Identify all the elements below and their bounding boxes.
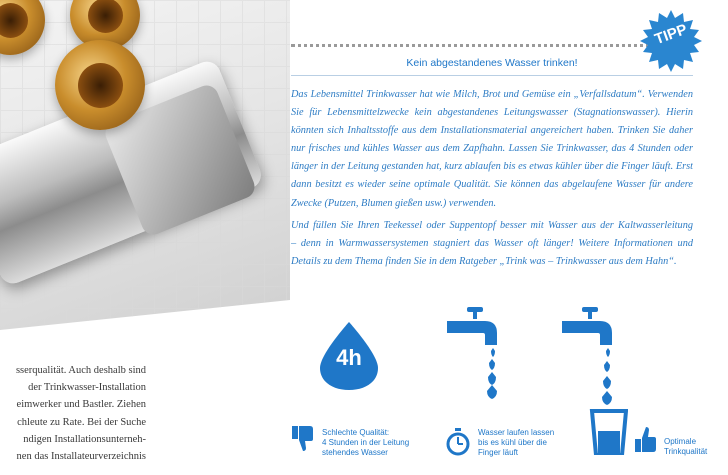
paragraph-line: könnten sich Inhaltsstoffe aus dem Installationsmaterial angereichert haben. Trinken Sie daher [291,125,693,137]
caption-good-quality [664,437,707,457]
caption-run-water [478,428,554,458]
paragraph-line: Sie für Lebensmittelzwecke kein abgestandenes Leitungswasser (Stagnationswasser). Hierin [291,107,693,119]
text-line: eimwerker und Bastler. Ziehen [16,399,146,411]
text-line: sserqualität. Auch deshalb sind [15,365,146,376]
caption-line: Wasser laufen lassen [478,428,555,437]
dotted-divider [291,44,693,47]
paragraph-line: Und füllen Sie Ihren Teekessel oder Suppentopf besser mit Wasser aus der Kaltwasserleitung [291,220,693,231]
tap-icon [445,305,505,400]
caption-line: bis es kühl über die [478,438,547,447]
text-line: der Trinkwasser-Installation [28,382,146,394]
brass-fitting-image [55,40,145,130]
text-line: chleute zu Rate. Bei der Suche [17,416,146,428]
paragraph-line: dann besitzt es wieder seine optimale Qualität. Sie können das abgelaufene Wasser für andere [291,179,693,191]
caption-line: 4 Stunden in der Leitung [322,438,410,447]
paragraph-line: länger in der Leitung gestanden hat, kurz ablaufen bis es etwas kühler über die Finger läuft. Erst [291,161,693,173]
caption-line: stehendes Wasser [322,448,388,457]
paragraph-line: nur frisches und kühles Wasser aus dem Zapfhahn. Lassen Sie Trinkwasser, das 4 Stunden oder [291,143,693,155]
paragraph-line: Das Lebensmittel Trinkwasser hat wie Milch, Brot und Gemüse ein „Verfallsdatum“. Verwenden [291,89,693,100]
paragraph-line: Zwecke (Putzen, Blumen gießen usw.) verwenden. [291,197,497,209]
tip-paragraph-2 [291,217,693,271]
tipp-badge-label: TIPP [652,20,690,49]
tip-paragraph-1 [291,86,693,213]
caption-line: Trinkqualität [664,447,708,456]
left-body-text [0,362,146,465]
thumbs-down-icon [291,424,315,452]
caption-line: Optimale [664,437,697,446]
paragraph-line: Details zu dem Thema finden Sie in dem Ratgeber „Trink was – Trinkwasser aus dem Hahn“. [291,256,677,268]
thumbs-up-icon [634,426,658,454]
text-line: ndigen Installationsunterneh- [23,433,146,445]
drop-hours-label: 4h [336,345,362,370]
plumbing-photo [0,0,290,330]
paragraph-line: – denn in Warmwassersystemen stagniert das Wasser oft länger! Weitere Informationen und [291,238,693,250]
caption-line: Finger läuft [478,448,519,457]
caption-bad-quality [322,428,409,458]
text-line: nen das Installateurverzeichnis [16,451,146,463]
stopwatch-icon [445,428,471,456]
caption-line: Schlechte Qualität: [322,428,390,437]
tap-with-glass-icon [560,305,628,455]
tip-heading: Kein abgestandenes Wasser trinken! [406,57,578,69]
heading-divider [291,75,693,76]
